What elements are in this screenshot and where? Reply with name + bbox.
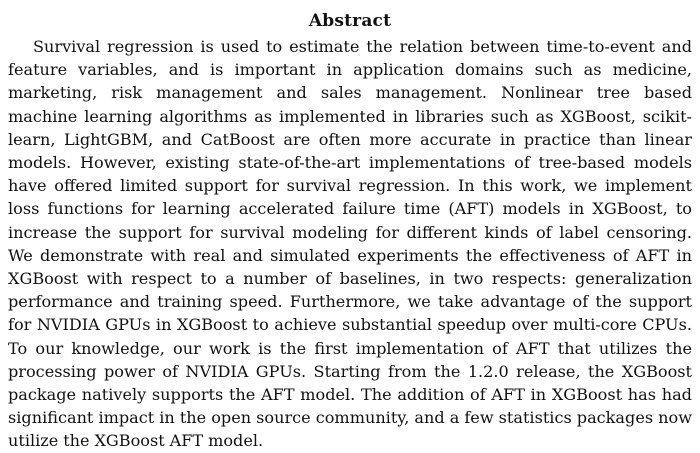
abstract-paragraph: Survival regression is used to estimate the relation between time-to-event and feature variables, and is important in application domains such as medicine, marketing, risk management and sales management. Nonlinear tree based machine learning algorithms as implemented in libraries such as XGBoost, scikit-learn, LightGBM, and CatBoost are often more accurate in practice than linear models. However, existing state-of-the-art implementations of tree-based models have offered limited support for survival regression. In this work, we implement loss functions for learning accelerated failure time (AFT) models in XGBoost, to increase the support for survival modeling for different kinds of label censoring. We demonstrate with real and simulated experiments the effectiveness of AFT in XGBoost with respect to a number of baselines, in two respects: generalization performance and training speed. Furthermore, we take advantage of the support for NVIDIA GPUs in XGBoost to achieve substantial speedup over multi-core CPUs. To our knowledge, our work is the first implementation of AFT that utilizes the processing power of NVIDIA GPUs. Starting from the 1.2.0 release, the XGBoost package natively supports the AFT model. The addition of AFT in XGBoost has had significant impact in the open source community, and a few statistics packages now utilize the XGBoost AFT model. [8, 37, 692, 451]
abstract-heading: Abstract [308, 11, 392, 31]
